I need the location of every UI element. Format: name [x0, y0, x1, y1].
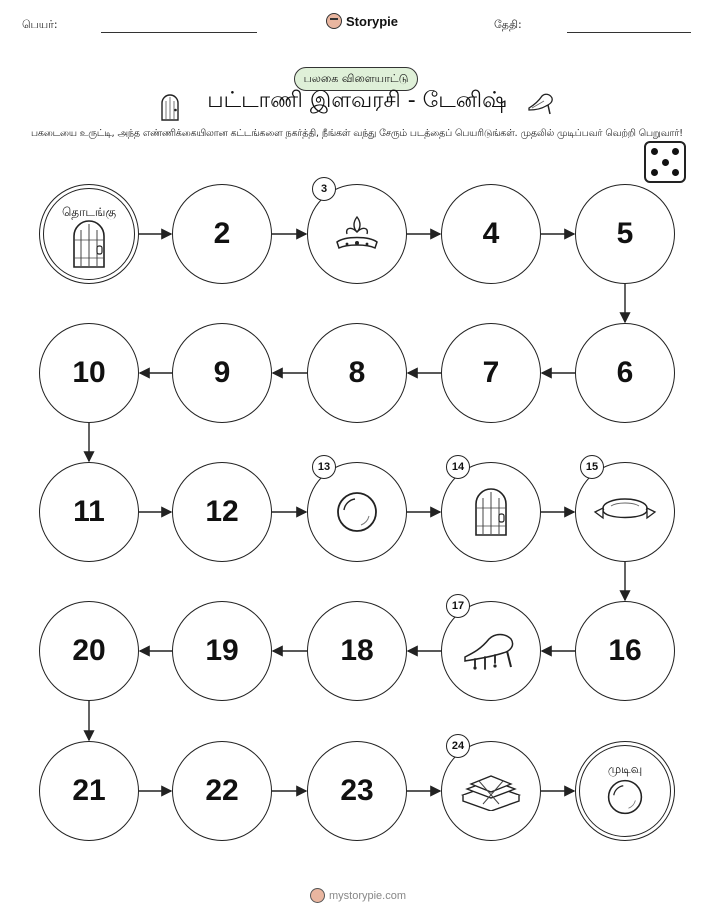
space-number-badge: 17 — [446, 594, 470, 618]
start-space[interactable] — [39, 184, 139, 284]
board-space-2[interactable] — [172, 184, 272, 284]
board-space-20[interactable] — [39, 601, 139, 701]
footer — [310, 888, 406, 903]
board-space-11[interactable] — [39, 462, 139, 562]
space-number: 7 — [482, 356, 500, 389]
pea-icon — [606, 778, 644, 816]
board-space-19[interactable] — [172, 601, 272, 701]
space-number-badge: 3 — [312, 177, 336, 201]
space-number-badge: 24 — [446, 734, 470, 758]
board-space-22[interactable] — [172, 741, 272, 841]
board-space-14[interactable] — [441, 462, 541, 562]
board-space-9[interactable] — [172, 323, 272, 423]
board-space-12[interactable] — [172, 462, 272, 562]
space-number: 22 — [205, 774, 239, 807]
page-title: பட்டாணி இளவரசி - டேனிஷ் — [207, 88, 507, 113]
mascot-icon — [310, 888, 325, 903]
wet-shoe-icon — [461, 629, 521, 673]
space-number: 9 — [213, 356, 231, 389]
board-space-17[interactable] — [441, 601, 541, 701]
space-number: 2 — [213, 217, 231, 250]
board-space-6[interactable] — [575, 323, 675, 423]
space-number: 5 — [616, 217, 634, 250]
board-space-7[interactable] — [441, 323, 541, 423]
board-space-8[interactable] — [307, 323, 407, 423]
space-number: 23 — [340, 774, 374, 807]
board-space-16[interactable] — [575, 601, 675, 701]
name-label: பெயர்: — [22, 18, 58, 31]
board-space-4[interactable] — [441, 184, 541, 284]
brand-name: Storypie — [346, 13, 399, 29]
finish-space[interactable] — [575, 741, 675, 841]
space-number-badge: 13 — [312, 455, 336, 479]
space-number: 11 — [73, 495, 105, 528]
board-space-24[interactable] — [441, 741, 541, 841]
board-space-21[interactable] — [39, 741, 139, 841]
space-number: 16 — [608, 634, 642, 667]
door-icon — [473, 488, 509, 536]
space-number: 6 — [616, 356, 634, 389]
start-label: தொடங்கு — [61, 205, 117, 219]
space-number: 12 — [205, 495, 239, 528]
space-number: 21 — [72, 774, 106, 807]
space-number: 18 — [340, 634, 374, 667]
game-type-label: பலகை விளையாட்டு — [303, 71, 409, 85]
space-number: 10 — [72, 356, 106, 389]
board-space-18[interactable] — [307, 601, 407, 701]
crown-icon — [331, 214, 383, 254]
board-space-13[interactable] — [307, 462, 407, 562]
space-number: 20 — [72, 634, 106, 667]
board-space-3[interactable] — [307, 184, 407, 284]
date-label: தேதி: — [494, 18, 522, 31]
board-space-23[interactable] — [307, 741, 407, 841]
pea-icon — [335, 490, 379, 534]
instructions: பகடையை உருட்டி, அந்த எண்ணிக்கையிலான கட்டங்களை நகர்த்தி, நீங்கள் வந்து சேரும் படத்தைப் பெயரிடுங்கள். முதலில் முடிப்பவர் வெற்றி பெறுவார்! — [30, 128, 684, 139]
space-number: 4 — [482, 217, 500, 250]
mattress-stack-icon — [459, 771, 523, 811]
space-number-badge: 15 — [580, 455, 604, 479]
space-number-badge: 14 — [446, 455, 470, 479]
bed-icon — [593, 494, 657, 530]
finish-label: முடிவு — [607, 762, 643, 776]
board-space-15[interactable] — [575, 462, 675, 562]
space-number: 19 — [205, 634, 239, 667]
footer-url: mystorypie.com — [329, 889, 407, 902]
board-space-10[interactable] — [39, 323, 139, 423]
space-number: 8 — [348, 356, 366, 389]
door-icon — [71, 220, 107, 268]
board-space-5[interactable] — [575, 184, 675, 284]
